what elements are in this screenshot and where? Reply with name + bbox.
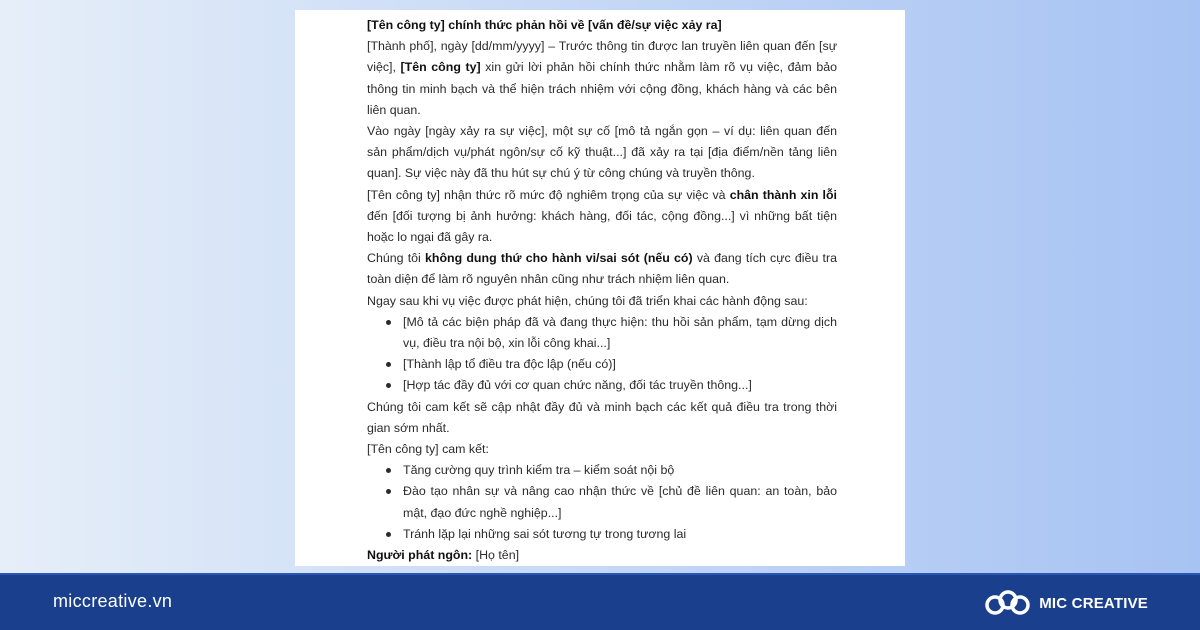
spokesperson-line: Người phát ngôn: [Họ tên] — [367, 548, 520, 563]
list-item: [Thành lập tổ điều tra độc lập (nếu có)] — [367, 354, 837, 375]
mic-creative-logo-icon — [984, 589, 1030, 617]
footer-bar — [0, 573, 1200, 630]
list-item: Đào tạo nhân sự và nâng cao nhận thức về [chủ đề liên quan: an toàn, bảo mật, đạo đức nghề nghiệp...] — [367, 481, 837, 523]
list-item: [Mô tả các biện pháp đã và đang thực hiện: thu hồi sản phẩm, tạm dừng dịch vụ, điều tra nội bộ, xin lỗi công khai...] — [367, 312, 837, 354]
brand-name: MIC CREATIVE — [1039, 594, 1148, 612]
list-item: [Hợp tác đầy đủ với cơ quan chức năng, đối tác truyền thông...] — [367, 375, 837, 396]
commitments-list — [367, 460, 837, 545]
paragraph-apology: [Tên công ty] nhận thức rõ mức độ nghiêm trọng của sự việc và chân thành xin lỗi đến [đối tượng bị ảnh hưởng: khách hàng, đối tác, cộng đồng...] vì những bất tiện hoặc lo ngại đã gây ra. — [367, 187, 838, 245]
actions-list — [367, 312, 837, 397]
paragraph-investigation: Chúng tôi không dung thứ cho hành vi/sai sót (nếu có) và đang tích cực điều tra toàn diện để làm rõ nguyên nhân cũng như trách nhiệm liên quan. — [367, 251, 837, 287]
brand-logo — [984, 588, 1148, 618]
document-page — [295, 10, 905, 566]
list-item: Tăng cường quy trình kiểm tra – kiểm soát nội bộ — [367, 460, 837, 481]
paragraph-commitments-intro: [Tên công ty] cam kết: — [367, 442, 489, 457]
website-link[interactable]: miccreative.vn — [53, 591, 173, 611]
paragraph-update-commitment: Chúng tôi cam kết sẽ cập nhật đầy đủ và minh bạch các kết quả điều tra trong thời gian sớm nhất. — [367, 399, 837, 435]
document-title: [Tên công ty] chính thức phản hồi về [vấn đề/sự việc xảy ra] — [367, 18, 722, 32]
list-item: Tránh lặp lại những sai sót tương tự trong tương lai — [367, 524, 837, 545]
document-body — [367, 15, 837, 566]
paragraph-incident: Vào ngày [ngày xảy ra sự việc], một sự cố [mô tả ngắn gọn – ví dụ: liên quan đến sản phẩm/dịch vụ/phát ngôn/sự cố kỹ thuật...] đã xảy ra tại [địa điểm/nền tảng liên quan]. Sự việc này đã thu hút sự chú ý từ công chúng và truyền thông. — [367, 124, 837, 181]
paragraph-actions-intro: Ngay sau khi vụ việc được phát hiện, chúng tôi đã triển khai các hành động sau: — [367, 293, 808, 308]
paragraph-intro: [Thành phố], ngày [dd/mm/yyyy] – Trước thông tin được lan truyền liên quan đến [sự việc], [Tên công ty] xin gửi lời phản hồi chính thức nhằm làm rõ vụ việc, đảm bảo thông tin minh bạch và thể hiện trách nhiệm với cộng đồng, khách hàng và các bên liên quan. — [367, 39, 838, 117]
